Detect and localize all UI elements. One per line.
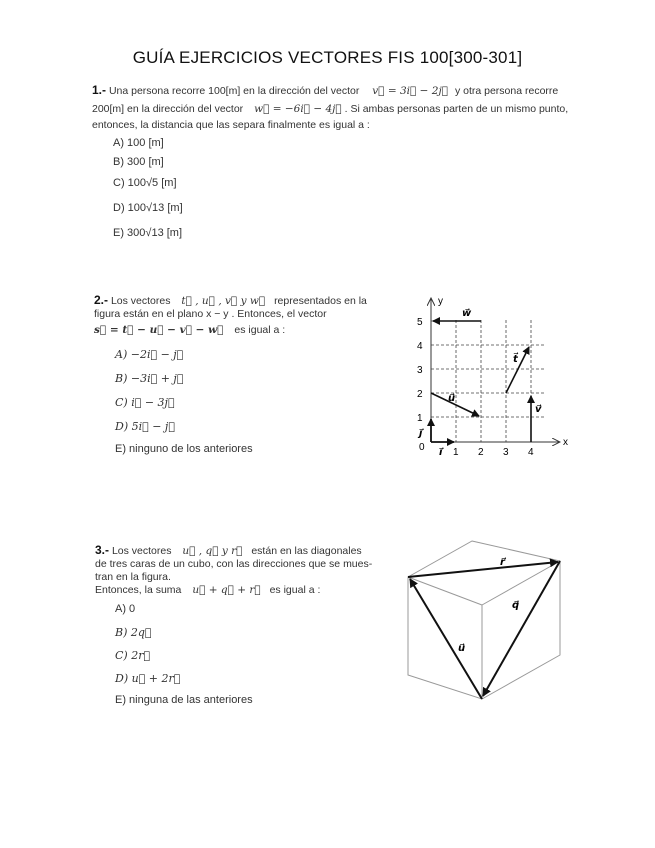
q3-text-1a: Los vectores [111,545,172,557]
q3-option-d: D) u⃗ + 2r⃗ [115,672,181,685]
q3-option-a: A) 0 [115,603,136,615]
vector-u-label: u⃗ [448,393,456,404]
q3-number: 3.- [95,543,110,557]
q2-line-3 [94,324,285,336]
q3-sum: u⃗ + q⃗ + r⃗ [192,584,261,596]
q3-text-1b: están en las diagonales [251,545,362,557]
q1-option-d: D) 100√13 [m] [113,202,183,214]
q1-option-e: E) 300√13 [m] [113,227,183,239]
q2-vectors: t⃗ , u⃗ , v⃗ y w⃗ [181,295,266,307]
q3-line-2: de tres caras de un cubo, con las direcciones que se mues- [95,558,373,570]
q1-text-2a: 200[m] en la dirección del vector [92,103,244,115]
q3-option-c: C) 2r⃗ [115,649,151,662]
q3-text-4a: Entonces, la suma [95,584,182,596]
vector-r-label: r⃗ [500,557,505,568]
x-tick-2: 2 [478,447,484,458]
q1-line-3: entonces, la distancia que las separa finalmente es igual a : [92,119,370,131]
q1-line-2 [92,103,568,115]
page-title: GUÍA EJERCICIOS VECTORES FIS 100[300-301] [132,48,523,67]
q2-option-b: B) −3i⃗ + j⃗ [115,372,184,385]
y-tick-5: 5 [417,317,423,328]
q2-text-1b: representados en la [274,295,367,307]
q2-option-a: A) −2i⃗ − j⃗ [115,348,184,361]
q2-number: 2.- [94,293,109,307]
cube-edge-1 [408,577,482,605]
vector-v-label: v⃗ [535,404,542,415]
x-tick-1: 1 [453,447,459,458]
vector-q-label: q⃗ [512,600,520,611]
q1-line-1 [92,83,558,97]
y-axis-label: y [438,296,443,307]
q3-line-1 [95,543,362,557]
q2-option-e: E) ninguno de los anteriores [115,443,253,455]
x-tick-0: 0 [419,442,425,453]
y-tick-1: 1 [417,413,423,424]
q1-text-1b: y otra persona recorre [454,85,559,97]
q1-text-1a: Una persona recorre 100[m] en la dirección del vector [108,85,360,97]
q1-number: 1.- [92,83,107,97]
y-tick-3: 3 [417,365,423,376]
q1-text-2b: . Si ambas personas parten de un mismo punto, [344,103,569,115]
q1-vector-v: v⃗ = 3i⃗ − 2j⃗ [372,85,449,97]
q3-cube-figure [400,535,580,705]
y-tick-2: 2 [417,389,423,400]
vector-u-label: u⃗ [458,643,466,654]
q2-grid [431,320,545,442]
y-tick-4: 4 [417,341,423,352]
q2-vector-figure [405,290,575,460]
unit-vector-i-label: i⃗ [439,447,443,458]
vector-q [483,561,560,696]
q3-line-3: tran en la figura. [95,571,171,583]
q2-vector-s: s⃗ = t⃗ − u⃗ − v⃗ − w⃗ [94,324,224,336]
q3-option-b: B) 2q⃗ [115,626,152,639]
q2-text-1a: Los vectores [110,295,171,307]
q2-option-d: D) 5i⃗ − j⃗ [115,420,175,433]
x-axis-label: x [563,437,568,448]
q3-text-4b: es igual a : [269,584,321,596]
vector-w-label: w⃗ [462,308,472,319]
vector-t-label: t⃗ [513,354,518,365]
q2-text-3b: es igual a : [234,324,286,336]
q1-option-b: B) 300 [m] [113,156,164,168]
q1-vector-w: w⃗ = −6i⃗ − 4j⃗ [254,103,342,115]
q2-line-2: figura están en el plano x − y . Entonces, el vector [94,308,327,320]
vector-u [410,579,482,699]
q2-option-c: C) i⃗ − 3j⃗ [115,396,175,409]
q3-option-e: E) ninguna de las anteriores [115,694,253,706]
q1-option-a: A) 100 [m] [113,137,164,149]
unit-vector-j-label: j⃗ [419,428,423,439]
q2-line-1 [94,293,367,307]
q3-line-4 [95,584,320,596]
q3-vectors: u⃗ , q⃗ y r⃗ [182,545,243,557]
x-tick-3: 3 [503,447,509,458]
q1-option-c: C) 100√5 [m] [113,177,177,189]
x-tick-4: 4 [528,447,534,458]
